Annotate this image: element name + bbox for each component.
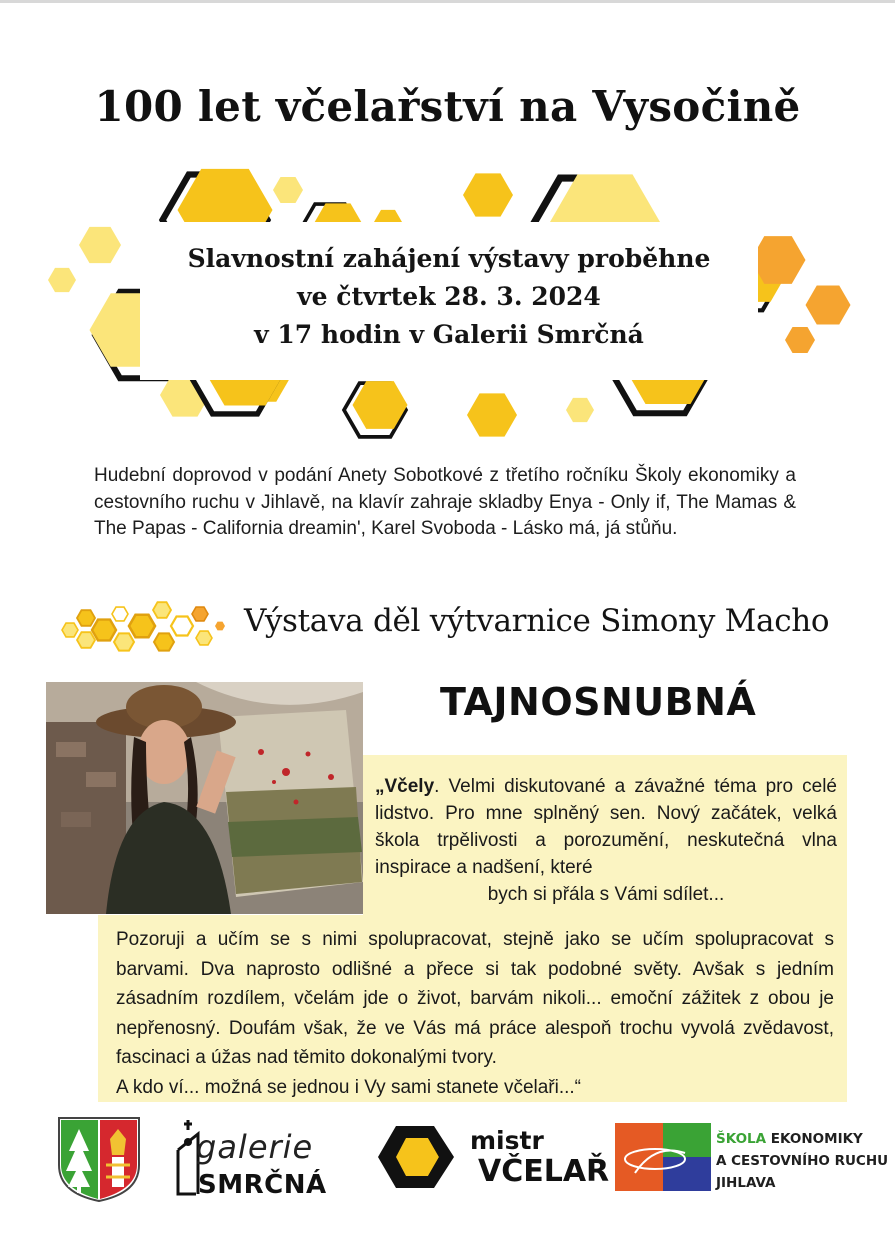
skola-line3: JIHLAVA xyxy=(716,1175,776,1191)
skola-ekonomiky-logo xyxy=(615,1123,711,1191)
honeycomb-small xyxy=(58,596,228,658)
galerie-place: SMRČNÁ xyxy=(198,1170,327,1200)
invite-line-3: v 17 hodin v Galerii Smrčná xyxy=(254,320,644,349)
quote-part-2-text: Pozoruji a učím se s nimi spolupracovat, stejně jako se učím spolupracovat s barvami. Dva naprosto odlišné a přece si tak podobné světy. Avšak s jedním zásadním rozdílem, včelám jde o život, barvám nikoli... emoční zážitek z obou je nepřenosný. Doufám však, že ve Vás má práce alespoň trochu vyvolá zvědavost, fascinaci a úžas nad těmito dokonalými tvory. xyxy=(116,929,834,1068)
mistr-word: mistr xyxy=(470,1126,544,1155)
top-border xyxy=(0,0,895,3)
galerie-word: galerie xyxy=(196,1128,314,1166)
music-accompaniment-paragraph xyxy=(94,463,796,543)
invite-line-1: Slavnostní zahájení výstavy proběhne xyxy=(187,244,711,273)
opening-invitation xyxy=(140,222,758,380)
quote-part-1-text: . Velmi diskutované a závažné téma pro celé lidstvo. Pro mne splněný sen. Nový začátek, velká škola trpělivosti a porozumění, neskutečná vlna inspirace a nadšení, které xyxy=(375,776,837,878)
mistr-vcelar-logo xyxy=(376,1124,476,1190)
skola-line2: A CESTOVNÍHO RUCHU xyxy=(716,1153,889,1169)
music-text: Hudební doprovod v podání Anety Sobotkové z třetího ročníku Školy ekonomiky a cestovního ruchu v Jihlavě, na klavír zahraje skladby Enya - Only if, The Mamas & The Papas - California dreamin', Karel Svoboda - Lásko má, já stůňu. xyxy=(94,465,796,539)
artwork-title: TAJNOSNUBNÁ xyxy=(440,680,757,724)
skola-accent: ŠKOLA xyxy=(716,1131,767,1147)
skola-text xyxy=(716,1128,888,1194)
quote-part-2 xyxy=(116,925,834,1102)
quote-box-top xyxy=(363,755,847,915)
vcelar-word: VČELAŘ xyxy=(478,1154,610,1189)
municipal-crest-icon xyxy=(56,1115,142,1203)
quote-part-1-last: bych si přála s Vámi sdílet... xyxy=(487,884,725,905)
quote-lead: „Včely xyxy=(375,776,435,797)
exhibition-line: Výstava děl výtvarnice Simony Macho xyxy=(244,603,830,639)
invite-line-2: ve čtvrtek 28. 3. 2024 xyxy=(297,282,601,311)
skola-line1-rest: EKONOMIKY xyxy=(766,1131,863,1147)
quote-part-1 xyxy=(375,773,837,908)
poster-title: 100 let včelařství na Vysočině xyxy=(94,82,801,131)
artist-photo xyxy=(46,682,363,914)
quote-part-2-last: A kdo ví... možná se jednou i Vy sami stanete včelaři...“ xyxy=(116,1076,582,1098)
quote-box-bottom xyxy=(98,915,847,1102)
